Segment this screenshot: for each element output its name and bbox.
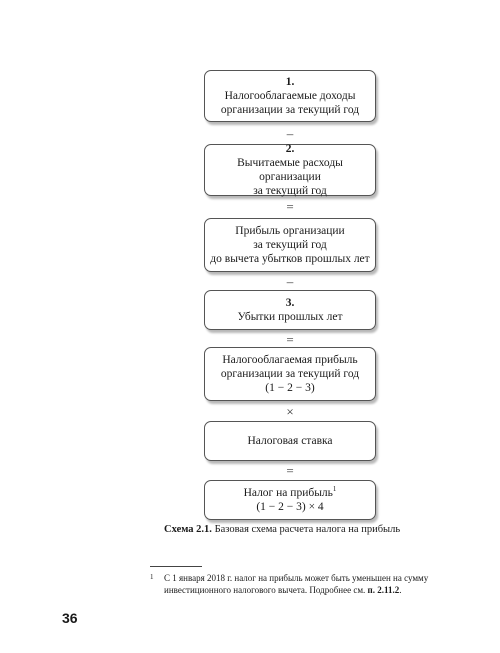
step-line-with-footnote xyxy=(244,486,337,500)
step-line: организации за текущий год xyxy=(220,104,360,116)
step-line: Налог на прибыль xyxy=(243,487,333,499)
step-line: за текущий год xyxy=(253,185,327,197)
step-box-2-deductible-expenses xyxy=(204,144,376,196)
step-line: до вычета убытков прошлых лет xyxy=(210,253,370,265)
step-line: Налогооблагаемые доходы xyxy=(224,90,356,102)
step-box-3-prior-losses xyxy=(204,290,376,330)
step-box-income-tax xyxy=(204,480,376,520)
operator-equals: = xyxy=(286,199,294,214)
step-line: за текущий год xyxy=(253,239,327,251)
step-line: Налоговая ставка xyxy=(247,435,333,447)
operator-equals: = xyxy=(286,463,294,478)
step-line: Убытки прошлых лет xyxy=(237,311,343,323)
step-box-4-tax-rate xyxy=(204,421,376,461)
footnote-end: . xyxy=(399,585,402,595)
footnote-reference: п. 2.11.2 xyxy=(367,585,400,595)
footnote-divider xyxy=(150,566,202,567)
step-line: (1 − 2 − 3) × 4 xyxy=(256,501,324,513)
page-number: 36 xyxy=(62,610,78,626)
step-box-profit-before-losses xyxy=(204,218,376,272)
footnote-body xyxy=(150,572,450,596)
operator-multiply: × xyxy=(286,404,294,419)
footnote-mark: 1 xyxy=(150,573,154,581)
step-line: (1 − 2 − 3) xyxy=(265,382,315,394)
step-box-1-taxable-income xyxy=(204,70,376,122)
step-line: организации за текущий год xyxy=(220,368,360,380)
footnote-ref-mark: 1 xyxy=(332,485,337,494)
step-line: Прибыль организации xyxy=(235,225,345,237)
footnote-text: С 1 января 2018 г. налог на прибыль может быть уменьшен на сумму инвестиционного налогового вычета. Подробнее см. xyxy=(164,573,429,595)
diagram-caption xyxy=(164,524,400,535)
footnote xyxy=(150,572,450,596)
step-line: Налогооблагаемая прибыль xyxy=(222,354,358,366)
step-box-taxable-profit xyxy=(204,347,376,401)
caption-label: Схема 2.1. xyxy=(164,524,212,535)
step-number: 2. xyxy=(285,143,295,155)
step-number: 1. xyxy=(285,76,295,88)
step-number: 3. xyxy=(285,297,295,309)
caption-text: Базовая схема расчета налога на прибыль xyxy=(214,524,401,535)
operator-minus: – xyxy=(286,274,294,289)
operator-minus: – xyxy=(286,126,294,141)
step-line: Вычитаемые расходы организации xyxy=(237,157,343,183)
operator-equals: = xyxy=(286,332,294,347)
